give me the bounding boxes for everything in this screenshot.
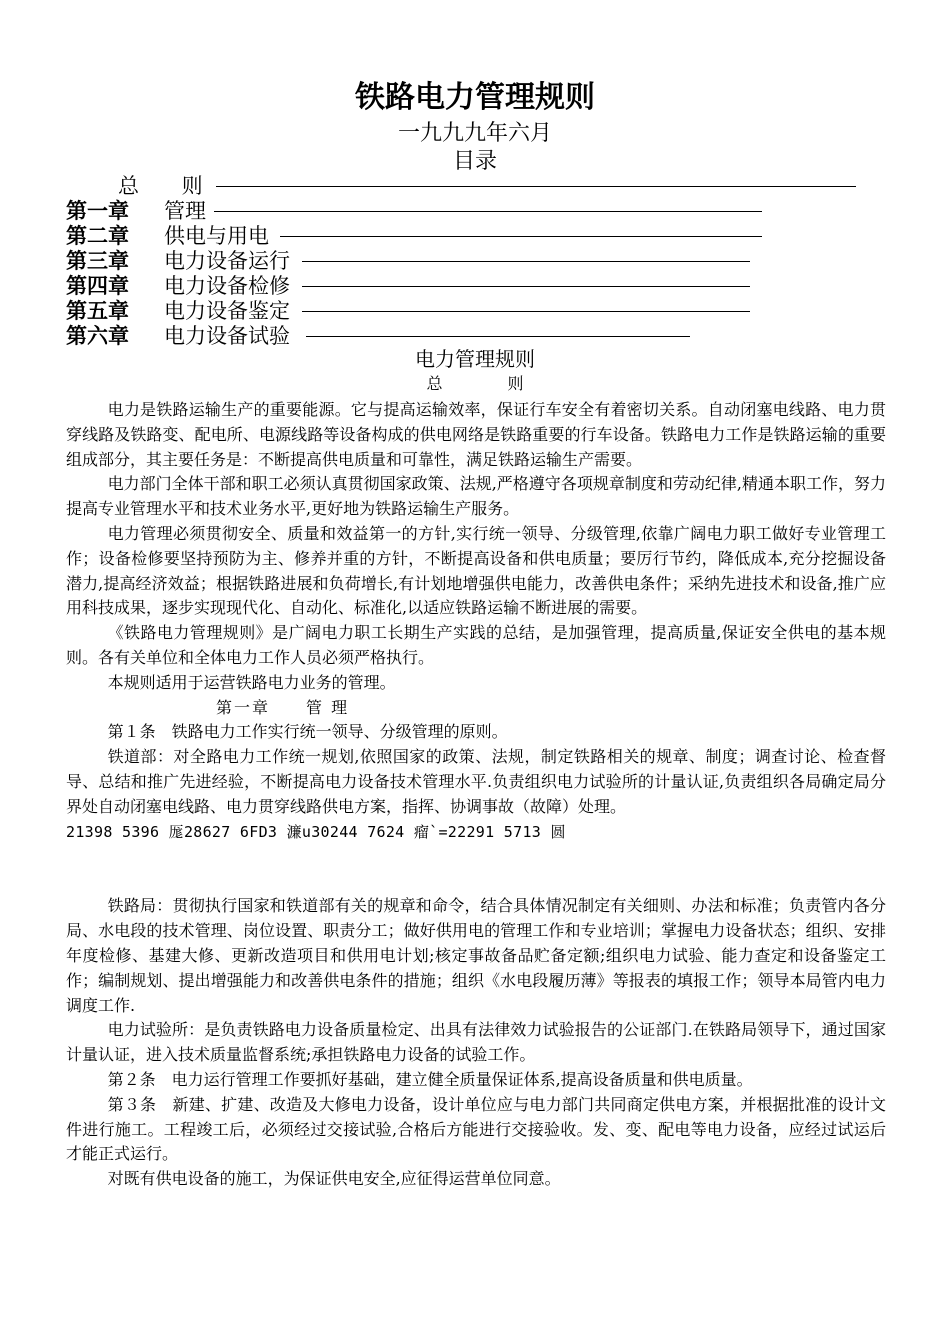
paragraph: 电力试验所：是负责铁路电力设备质量检定、出具有法律效力试验报告的公证部门.在铁路局领导下，通过国家计量认证，进入技术质量监督系统;承担铁路电力设备的试验工作。 xyxy=(66,1020,886,1065)
paragraph: 对既有供电设备的施工，为保证供电安全,应征得运营单位同意。 xyxy=(107,1169,561,1189)
toc-leader-line xyxy=(216,186,856,187)
toc-chapter-name: 电力设备试验 xyxy=(164,324,290,348)
table-of-contents xyxy=(66,174,886,349)
paragraph: 电力部门全体干部和职工必须认真贯彻国家政策、法规,严格遵守各项规章制度和劳动纪律,精通本职工作，努力提高专业管理水平和技术业务水平,更好地为铁路运输生产服务。 xyxy=(66,474,886,519)
toc-chapter-label: 第四章 xyxy=(66,274,129,298)
article-paragraph: 第３条 新建、扩建、改造及大修电力设备，设计单位应与电力部门共同商定供电方案，并根据批准的设计文件进行施工。工程竣工后，必须经过交接试验,合格后方能进行交接验收。发、变、配电等电力设备，应经过试运后才能正式运行。 xyxy=(66,1094,886,1164)
toc-chapter-name: 电力设备检修 xyxy=(164,274,290,298)
toc-leader-line xyxy=(302,311,750,312)
document-date: 一九九九年六月 xyxy=(397,121,552,146)
section-title: 电力管理规则 xyxy=(415,347,535,371)
toc-entry-chapter-4[interactable] xyxy=(66,274,886,299)
toc-chapter-name: 管理 xyxy=(164,199,206,223)
toc-chapter-label: 第一章 xyxy=(66,199,129,223)
article-paragraph: 第２条 电力运行管理工作要抓好基础，建立健全质量保证体系,提高设备质量和供电质量。 xyxy=(107,1069,753,1089)
toc-entry-chapter-2[interactable] xyxy=(66,224,886,249)
toc-chapter-name: 电力设备鉴定 xyxy=(164,299,290,323)
paragraph: 铁路局：贯彻执行国家和铁道部有关的规章和命令，结合具体情况制定有关细则、办法和标准；负责管内各分局、水电段的技术管理、岗位设置、职责分工；做好供用电的管理工作和专业培训；掌握电力设备状态；组织、安排年度检修、基建大修、更新改造项目和供用电计划;核定事故备品贮备定额;组织电力试验、能力查定和设备鉴定工作；编制规划、提出增强能力和改善供电条件的措施；组织《水电段履历薄》等报表的填报工作；领导本局管内电力调度工作. xyxy=(66,896,886,1015)
blank-space xyxy=(66,844,886,894)
toc-entry-chapter-3[interactable] xyxy=(66,249,886,274)
chapter-name: 管 理 xyxy=(306,697,350,717)
paragraph: 电力是铁路运输生产的重要能源。它与提高运输效率，保证行车安全有着密切关系。自动闭塞电线路、电力贯穿线路及铁路变、配电所、电源线路等设备构成的供电网络是铁路重要的行车设备。铁路电力工作是铁路运输的重要组成部分，其主要任务是：不断提高供电质量和可靠性，满足铁路运输生产需要。 xyxy=(66,400,886,469)
toc-leader-line xyxy=(302,261,750,262)
toc-leader-line xyxy=(302,286,750,287)
section-subtitle: 总 则 xyxy=(426,374,554,393)
chapter-heading xyxy=(66,696,886,721)
toc-leader-line xyxy=(214,211,762,212)
toc-chapter-label: 第三章 xyxy=(66,249,129,273)
document-body xyxy=(66,398,886,1192)
paragraph: 电力管理必须贯彻安全、质量和效益第一的方针,实行统一领导、分级管理,依靠广阔电力职工做好专业管理工作；设备检修要坚持预防为主、修养并重的方针，不断提高设备和供电质量；要厉行节约，降低成本,充分挖掘设备潜力,提高经济效益；根据铁路进展和负荷增长,有计划地增强供电能力，改善供电条件；采纳先进技术和设备,推广应用科技成果，逐步实现现代化、自动化、标准化,以适应铁路运输不断进展的需要。 xyxy=(66,523,886,618)
toc-leader-line xyxy=(280,236,762,237)
toc-chapter-name: 电力设备运行 xyxy=(164,249,290,273)
chapter-label: 第一章 xyxy=(216,697,271,717)
document-title: 铁路电力管理规则 xyxy=(355,80,595,115)
garbled-text-line: 21398 5396 厖28627 6FD3 濂u30244 7624 瘤`=22291 5713 圆 xyxy=(66,822,566,841)
toc-chapter-label: 第五章 xyxy=(66,299,129,323)
toc-chapter-label: 第二章 xyxy=(66,224,129,248)
toc-entry-general[interactable] xyxy=(66,174,886,199)
toc-entry-chapter-1[interactable] xyxy=(66,199,886,224)
toc-chapter-label: 总 则 xyxy=(118,174,221,198)
paragraph: 铁道部：对全路电力工作统一规划,依照国家的政策、法规，制定铁路相关的规章、制度；调查讨论、检查督导、总结和推广先进经验，不断提高电力设备技术管理水平.负责组织电力试验所的计量认证,负责组织各局确定局分界处自动闭塞电线路、电力贯穿线路供电方案，指挥、协调事故（故障）处理。 xyxy=(66,747,886,816)
paragraph: 本规则适用于运营铁路电力业务的管理。 xyxy=(107,672,396,692)
toc-heading: 目录 xyxy=(452,149,497,174)
paragraph: 《铁路电力管理规则》是广阔电力职工长期生产实践的总结，是加强管理，提高质量,保证安全供电的基本规则。各有关单位和全体电力工作人员必须严格执行。 xyxy=(66,623,886,667)
toc-chapter-label: 第六章 xyxy=(66,324,129,348)
toc-entry-chapter-5[interactable] xyxy=(66,299,886,324)
article-paragraph: 第１条 铁路电力工作实行统一领导、分级管理的原则。 xyxy=(107,722,508,742)
toc-leader-line xyxy=(306,336,690,337)
toc-chapter-name: 供电与用电 xyxy=(164,224,269,248)
